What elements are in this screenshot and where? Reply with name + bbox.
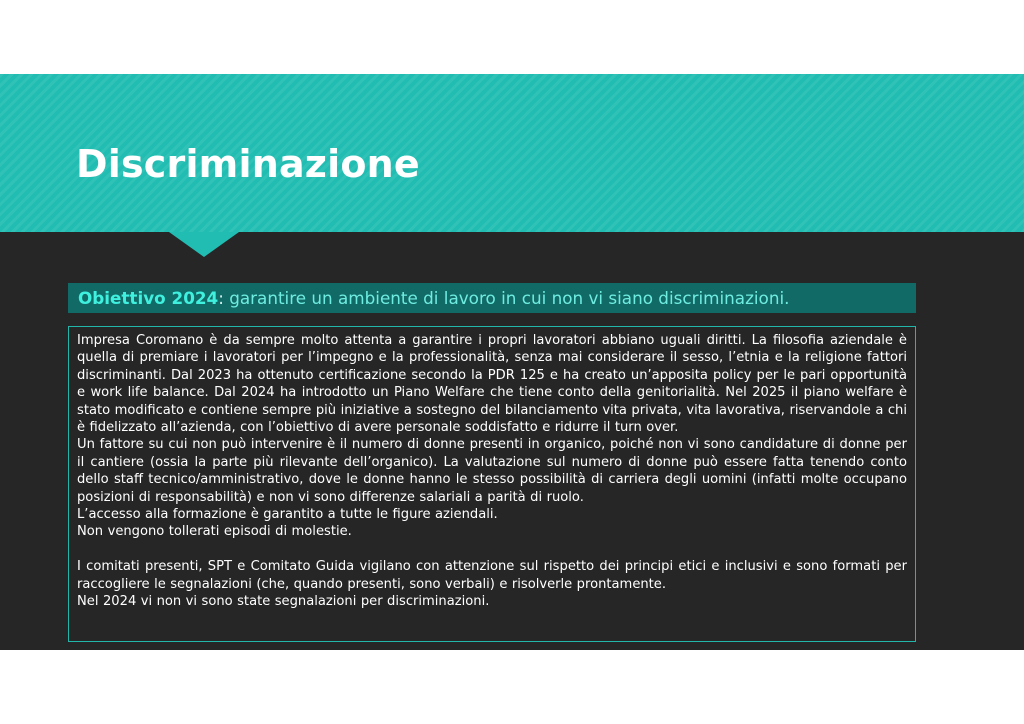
paragraph-spacer <box>77 541 907 558</box>
title-band-pointer <box>169 232 239 257</box>
body-paragraph-committees: I comitati presenti, SPT e Comitato Guida vigilano con attenzione sul rispetto dei principi etici e inclusivi e sono formati per raccogliere le segnalazioni (che, quando presenti, sono verbali) e risolverle prontamente. <box>77 559 907 592</box>
body-text-box <box>68 326 916 642</box>
slide-title: Discriminazione <box>76 142 420 186</box>
body-paragraph-reports: Nel 2024 vi non vi sono state segnalazioni per discriminazioni. <box>77 594 490 610</box>
objective-separator: : <box>218 288 224 308</box>
body-paragraph-training: L’accesso alla formazione è garantito a tutte le figure aziendali. <box>77 507 498 523</box>
objective-banner <box>68 283 916 313</box>
body-paragraph-intro: Impresa Coromano è da sempre molto attenta a garantire i propri lavoratori abbiano uguali diritti. La filosofia aziendale è quella di premiare i lavoratori per l’impegno e la professionalità, senza mai considerare il sesso, l’etnia e la religione fattori discriminanti. Dal 2023 ha ottenuto certificazione secondo la PDR 125 e ha creato un’apposita policy per le pari opportunità e work life balance. Dal 2024 ha introdotto un Piano Welfare che tiene conto della genitorialità. Nel 2025 il piano welfare è stato modificato e contiene sempre più iniziative a sostegno del bilanciamento vita privata, vita lavorativa, riservandole a chi è fidelizzato all’azienda, con l’obiettivo di avere personale soddisfatto e ridurre il turn over. <box>77 333 907 436</box>
body-paragraph-women: Un fattore su cui non può intervenire è il numero di donne presenti in organico, poiché non vi sono candidature di donne per il cantiere (ossia la parte più rilevante dell’organico). La valutazione sul numero di donne può essere fatta tenendo conto dello staff tecnico/amministrativo, dove le donne hanno le stesso possibilità di carriera degli uomini (infatti molte occupano posizioni di responsabilità) e non vi sono differenze salariali a parità di ruolo. <box>77 437 907 505</box>
objective-text: garantire un ambiente di lavoro in cui non vi siano discriminazioni. <box>223 288 790 308</box>
body-paragraph-harassment: Non vengono tollerati episodi di molestie. <box>77 524 352 540</box>
slide <box>0 74 1024 650</box>
objective-label: Obiettivo 2024 <box>78 288 219 308</box>
title-band <box>0 74 1024 232</box>
